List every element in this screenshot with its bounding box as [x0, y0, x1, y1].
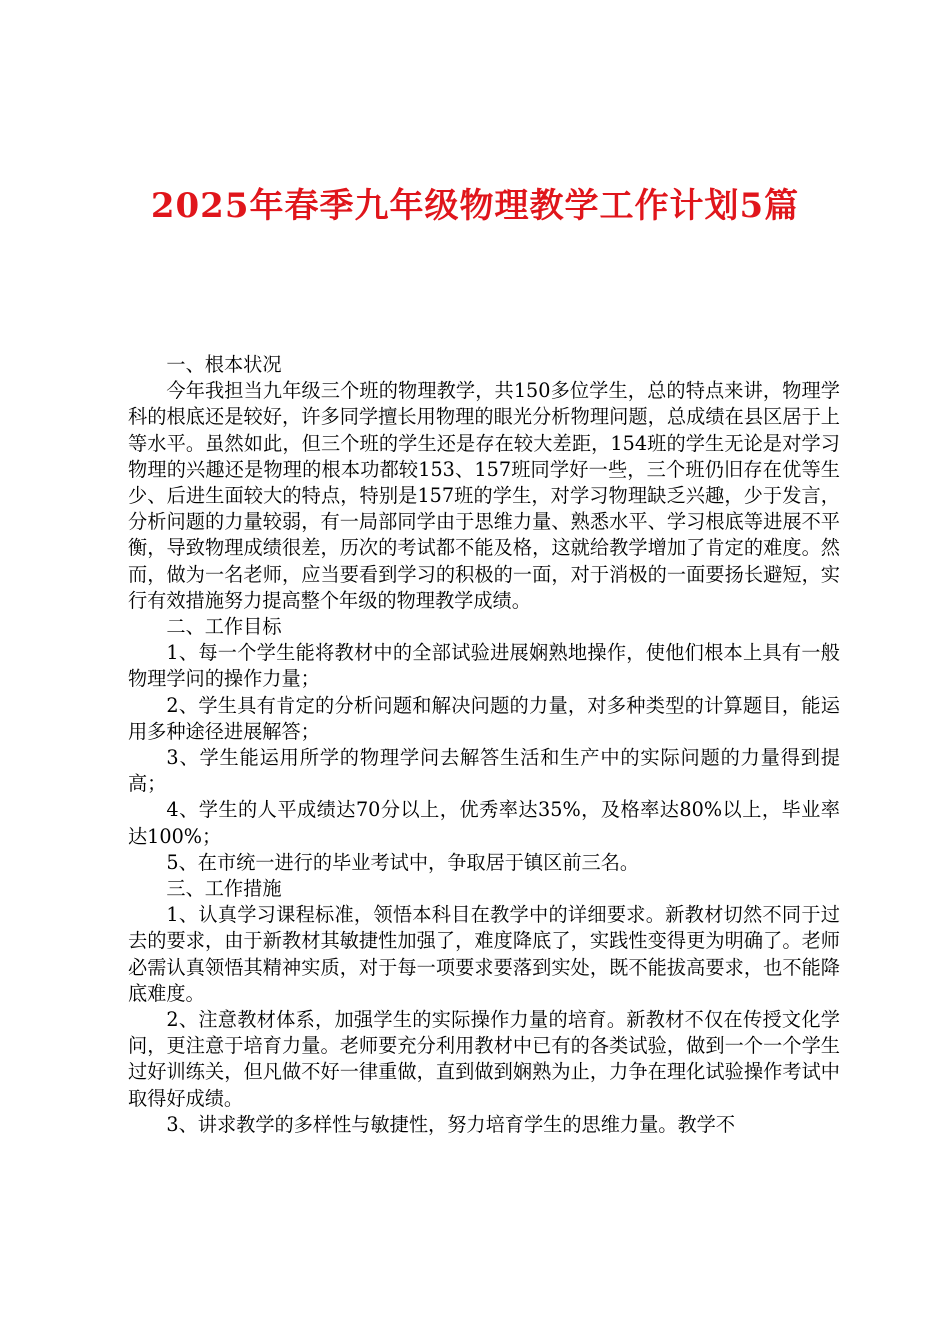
goal-item-5: 5、在市统一进行的毕业考试中，争取居于镇区前三名。: [166, 850, 640, 874]
document-title: 2025年春季九年级物理教学工作计划5篇: [150, 186, 800, 226]
measure-item-1: 1、认真学习课程标准，领悟本科目在教学中的详细要求。新教材切然不同于过去的要求，由于新教材其敏捷性加强了，难度降底了，实践性变得更为明确了。老师必需认真领悟其精神实质，对于每一项要求要落到实处，既不能拔高要求，也不能降底难度。: [128, 903, 840, 1005]
measure-item-3: 3、讲求教学的多样性与敏捷性，努力培育学生的思维力量。教学不: [166, 1112, 736, 1136]
section-heading-work-measures: 三、工作措施: [166, 877, 282, 901]
section-heading-work-goals: 二、工作目标: [166, 615, 282, 639]
paragraph-basic-situation: 今年我担当九年级三个班的物理教学，共150多位学生，总的特点来讲，物理学科的根底还是较好，许多同学擅长用物理的眼光分析物理问题，总成绩在县区居于上等水平。虽然如此，但三个班的学生还是存在较大差距，154班的学生无论是对学习物理的兴趣还是物理的根本功都较153、157班同学好一些，三个班仍旧存在优等生少、后进生面较大的特点，特别是157班的学生，对学习物理缺乏兴趣，少于发言，分析问题的力量较弱，有一局部同学由于思维力量、熟悉水平、学习根底等进展不平衡，导致物理成绩很差，历次的考试都不能及格，这就给教学增加了肯定的难度。然而，做为一名老师，应当要看到学习的积极的一面，对于消极的一面要扬长避短，实行有效措施努力提高整个年级的物理教学成绩。: [128, 379, 840, 612]
goal-item-3: 3、学生能运用所学的物理学问去解答生活和生产中的实际问题的力量得到提高；: [128, 746, 840, 796]
section-heading-basic-situation: 一、根本状况: [166, 353, 282, 376]
goal-item-4: 4、学生的人平成绩达70分以上，优秀率达35%，及格率达80%以上，毕业率达100%；: [128, 798, 840, 848]
goal-item-2: 2、学生具有肯定的分析问题和解决问题的力量，对多种类型的计算题目，能运用多种途径进展解答；: [128, 693, 840, 743]
document-body: [128, 352, 840, 1138]
measure-item-2: 2、注意教材体系，加强学生的实际操作力量的培育。新教材不仅在传授文化学问，更注意于培育力量。老师要充分利用教材中已有的各类试验，做到一个一个学生过好训练关，但凡做不好一律重做，直到做到娴熟为止，力争在理化试验操作考试中取得好成绩。: [128, 1008, 840, 1110]
goal-item-1: 1、每一个学生能将教材中的全部试验进展娴熟地操作，使他们根本上具有一般物理学问的操作力量；: [128, 641, 840, 691]
